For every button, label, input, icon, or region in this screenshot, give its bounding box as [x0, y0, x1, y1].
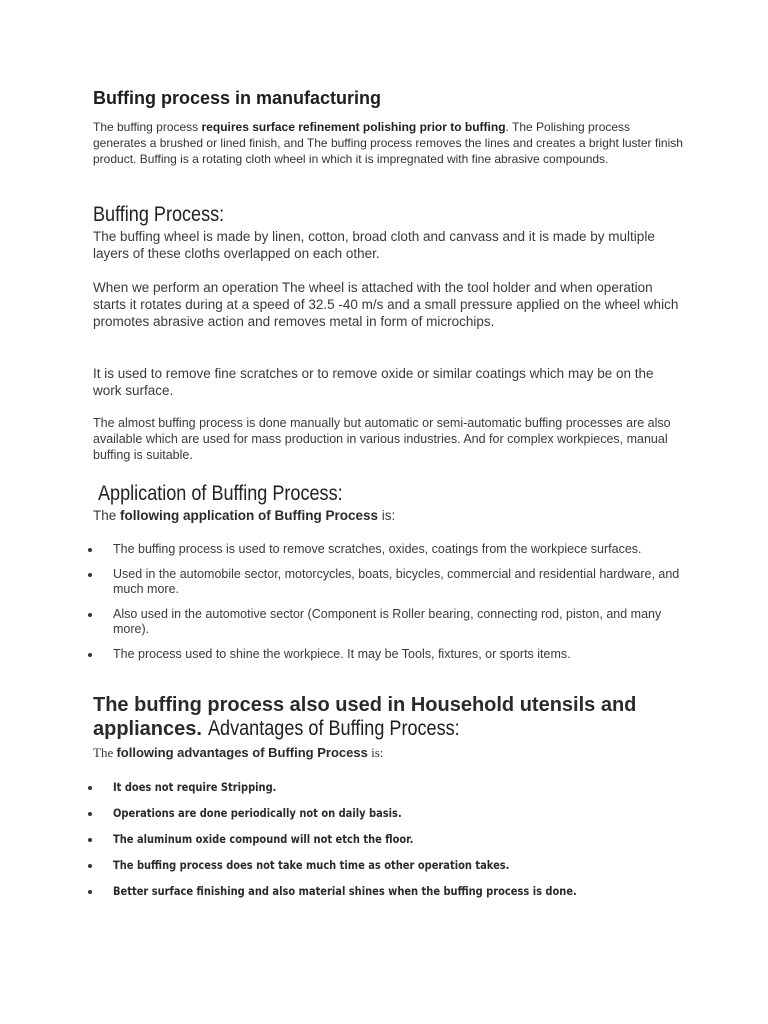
- bullet-icon: [88, 812, 92, 816]
- list-item: [86, 647, 686, 663]
- buffing-process-heading: Buffing Process:: [93, 203, 225, 226]
- bullet-icon: [88, 548, 92, 552]
- page-title: Buffing process in manufacturing: [93, 88, 382, 108]
- intro-paragraph: [93, 119, 683, 167]
- application-intro-end: is:: [378, 508, 396, 523]
- list-item: [86, 806, 686, 821]
- bullet-icon: [88, 653, 92, 657]
- manual-buffing-paragraph: The almost buffing process is done manually but automatic or semi-automatic buffing processes are also available which are used for mass production in various industries. And for complex workpieces, manual buffing is suitable.: [93, 416, 671, 462]
- application-intro: [93, 507, 683, 524]
- advantages-intro-start: The: [93, 745, 117, 760]
- bullet-icon: [88, 838, 92, 842]
- application-heading: Application of Buffing Process:: [98, 482, 343, 505]
- list-item-text: Operations are done periodically not on daily basis.: [113, 806, 402, 820]
- list-item-text: The aluminum oxide compound will not etch the floor.: [113, 832, 414, 846]
- list-item-text: Also used in the automotive sector (Component is Roller bearing, connecting rod, piston, and many more).: [113, 606, 662, 636]
- list-item: [86, 884, 686, 899]
- application-intro-start: The: [93, 508, 121, 523]
- bullet-icon: [88, 613, 92, 617]
- list-item: [86, 780, 686, 795]
- advantages-intro-end: is:: [367, 745, 384, 760]
- intro-text-end: . The Polishing process generates a brushed or lined finish, and The buffing process removes the lines and creates a bright luster finish product. Buffing is a rotating cloth wheel in which it is impregnated with fine abrasive compounds.: [93, 120, 683, 166]
- application-list: [86, 542, 686, 671]
- household-heading: [93, 693, 713, 741]
- list-item-text: Better surface finishing and also material shines when the buffing process is done.: [113, 884, 577, 898]
- bullet-icon: [88, 864, 92, 868]
- list-item-text: The buffing process is used to remove scratches, oxides, coatings from the workpiece surfaces.: [113, 542, 642, 556]
- advantages-intro: [93, 745, 683, 761]
- advantages-heading: Advantages of Buffing Process:: [207, 717, 460, 740]
- intro-bold-text: requires surface refinement polishing prior to buffing: [201, 120, 506, 134]
- list-item-text: The buffing process does not take much time as other operation takes.: [113, 858, 510, 872]
- list-item-text: Used in the automobile sector, motorcycles, boats, bicycles, commercial and residential hardware, and much more.: [113, 566, 680, 596]
- advantages-intro-bold: following advantages of Buffing Process: [116, 745, 368, 760]
- application-intro-bold: following application of Buffing Process: [120, 508, 379, 523]
- list-item-text: The process used to shine the workpiece. It may be Tools, fixtures, or sports items.: [113, 646, 571, 661]
- bullet-icon: [88, 573, 92, 577]
- list-item: [86, 607, 686, 638]
- intro-text-start: The buffing process: [93, 120, 202, 134]
- scratches-paragraph: It is used to remove fine scratches or to remove oxide or similar coatings which may be on the work surface.: [93, 366, 654, 398]
- list-item: [86, 542, 686, 558]
- list-item: [86, 567, 686, 598]
- bullet-icon: [88, 786, 92, 790]
- bullet-icon: [88, 890, 92, 894]
- list-item-text: It does not require Stripping.: [113, 780, 277, 794]
- operation-paragraph: When we perform an operation The wheel is attached with the tool holder and when operation starts it rotates during at a speed of 32.5 -40 m/s and a small pressure applied on the wheel which promotes abrasive action and removes metal in form of microchips.: [93, 280, 679, 329]
- household-text: The buffing process also used in Household utensils and appliances.: [93, 694, 637, 740]
- list-item: [86, 832, 686, 847]
- buffing-wheel-paragraph: The buffing wheel is made by linen, cotton, broad cloth and canvass and it is made by multiple layers of these cloths overlapped on each other.: [93, 229, 655, 261]
- advantages-list: [86, 780, 686, 910]
- list-item: [86, 858, 686, 873]
